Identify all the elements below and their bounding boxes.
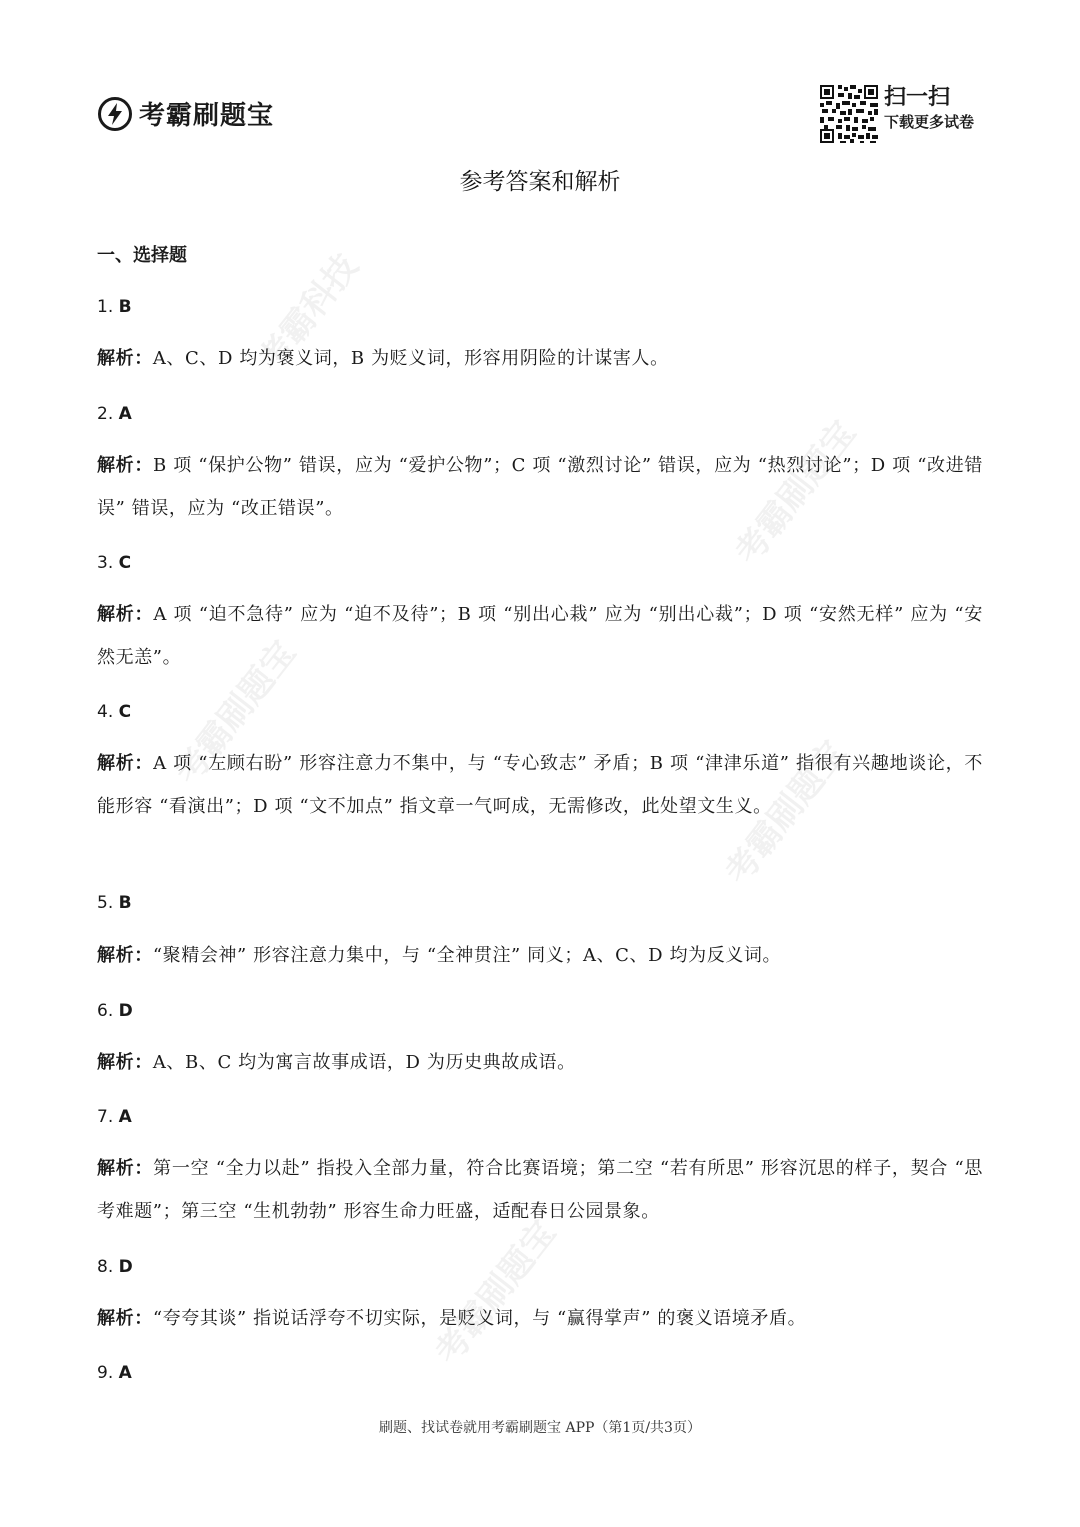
- page-footer: 刷题、找试卷就用考霸刷题宝 APP（第1页/共3页）: [379, 1420, 701, 1436]
- explanation: 解析：“夸夸其谈” 指说话浮夸不切实际，是贬义词，与 “赢得掌声” 的褒义语境矛盾。: [97, 1308, 807, 1329]
- page-title: 参考答案和解析: [459, 169, 621, 195]
- question-answer: 6. D: [97, 1001, 133, 1021]
- explanation: 解析：A、B、C 均为寓言故事成语，D 为历史典故成语。: [97, 1052, 576, 1073]
- watermark-tech: 考霸科技: [251, 246, 367, 379]
- brand-name: 考霸刷题宝: [139, 101, 275, 131]
- watermark-brand: 考霸刷题宝: [167, 633, 304, 793]
- explanation: 解析：“聚精会神” 形容注意力集中，与 “全神贯注” 同义；A、C、D 均为反义词。: [97, 945, 782, 966]
- watermark-brand: 考霸刷题宝: [427, 1213, 564, 1373]
- explanation: 解析：第一空 “全力以赴” 指投入全部力量，符合比赛语境；第二空 “若有所思” 形容沉思的样子，契合 “思考难题”；第三空 “生机勃勃” 形容生命力旺盛，适配春日公园景象。: [97, 1158, 983, 1222]
- qr-code-icon: [820, 85, 878, 143]
- question-answer: 8. D: [97, 1257, 133, 1277]
- qr-title: 扫一扫: [884, 85, 951, 110]
- question-answer: 3. C: [97, 553, 132, 573]
- watermark-brand: 考霸刷题宝: [717, 733, 854, 893]
- question-answer: 7. A: [97, 1107, 132, 1127]
- question-answer: 5. B: [97, 893, 132, 913]
- lightning-logo-icon: [97, 96, 133, 132]
- explanation: 解析：B 项 “保护公物” 错误，应为 “爱护公物”；C 项 “激烈讨论” 错误，应为 “热烈讨论”；D 项 “改进错误” 错误，应为 “改正错误”。: [97, 455, 983, 519]
- question-answer: 1. B: [97, 297, 132, 317]
- section-title: 一、选择题: [97, 245, 187, 266]
- question-answer: 2. A: [97, 404, 132, 424]
- explanation: 解析：A 项 “迫不急待” 应为 “迫不及待”；B 项 “别出心栽” 应为 “别出心裁”；D 项 “安然无样” 应为 “安然无恙”。: [97, 604, 983, 668]
- explanation: 解析：A、C、D 均为褒义词，B 为贬义词，形容用阴险的计谋害人。: [97, 348, 669, 369]
- question-answer: 9. A: [97, 1363, 132, 1383]
- brand[interactable]: [97, 95, 274, 132]
- explanation: 解析：A 项 “左顾右盼” 形容注意力不集中，与 “专心致志” 矛盾；B 项 “津津乐道” 指很有兴趣地谈论，不能形容 “看演出”；D 项 “文不加点” 指文章一气呵成，无需修改，此处望文生义。: [97, 753, 983, 817]
- watermark-brand: 考霸刷题宝: [727, 413, 864, 573]
- question-answer: 4. C: [97, 702, 132, 722]
- page-header: [0, 0, 1080, 150]
- qr-download[interactable]: [820, 85, 974, 143]
- qr-subtitle: 下载更多试卷: [884, 113, 975, 131]
